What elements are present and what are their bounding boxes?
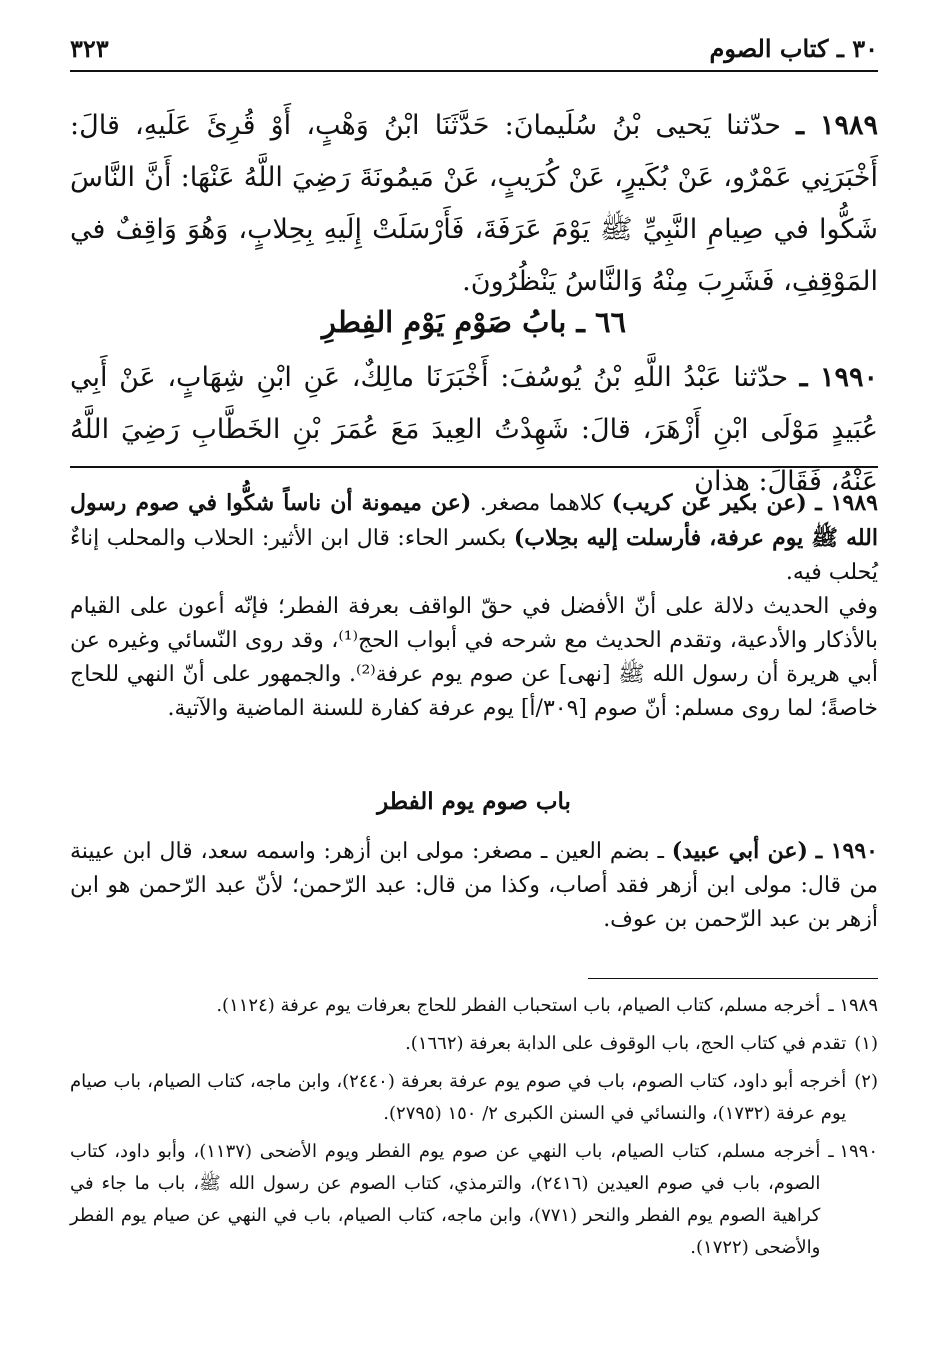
footnote-label: (١) (854, 1033, 878, 1054)
footnote (70, 1028, 878, 1060)
commentary-1990 (70, 834, 878, 937)
footnote-text: أخرجه مسلم، كتاب الصيام، باب النهي عن صوم يوم الفطر ويوم الأضحى (١١٣٧)، وأبو داود، كتاب الصوم، باب في صوم العيدين (٢٤١٦)، والترمذي، كتاب الصوم عن رسول الله ﷺ، باب ما جاء في كراهية الصوم يوم الفطر والنحر (٧٧١)، وابن ماجه، كتاب الصيام، باب في النهي عن صيام يوم الفطر والأضحى (١٧٢٢). (70, 1141, 821, 1258)
footnote-label: ١٩٩٠ ـ (828, 1141, 878, 1162)
page-number: ٣٢٣ (70, 33, 109, 63)
footnote-text: أخرجه أبو داود، كتاب الصوم، باب في صوم يوم عرفة بعرفة (٢٤٤٠)، وابن ماجه، كتاب الصيام، باب صيام يوم عرفة (١٧٣٢)، والنسائي في السنن الكبرى ٢/ ١٥٠ (٢٧٩٥). (70, 1071, 847, 1124)
hadith-1990 (70, 352, 878, 508)
quoted-phrase: (عن بكير عن كريب) (611, 490, 807, 516)
header-chapter-title: ٣٠ ـ كتاب الصوم (709, 33, 878, 63)
hadith-text: حدّثنا يَحيى بْنُ سُلَيمانَ: حَدَّثَنَا ابْنُ وَهْبٍ، أَوْ قُرِئَ عَلَيهِ، قالَ: أَخْبَرَنِي عَمْرٌو، عَنْ بُكَيرٍ، عَنْ كُرَيبٍ، عَنْ مَيمُونَةَ رَضِيَ اللَّهُ عَنْهَا: أَنَّ النَّاسَ شَكُّوا في صِيامِ النَّبِيِّ ﷺ يَوْمَ عَرَفَةَ، فَأَرْسَلَتْ إِلَيهِ بِحِلابٍ، وَهُوَ وَاقِفٌ في المَوْقِفِ، فَشَرِبَ مِنْهُ وَالنَّاسُ يَنْظُرُونَ. (70, 110, 878, 297)
commentary-text: كلاهما مصغر. (479, 491, 612, 516)
hadith-number: ١٩٨٩ ـ (796, 110, 878, 141)
footnote-label: ١٩٨٩ ـ (828, 995, 878, 1016)
footnote (70, 1136, 878, 1264)
footnote (70, 990, 878, 1022)
footnotes (70, 990, 878, 1270)
footnote-divider (588, 978, 878, 979)
quoted-phrase: (عن أبي عبيد) (671, 838, 808, 864)
footnote-label: (٢) (854, 1071, 878, 1092)
footnote (70, 1066, 878, 1130)
commentary-chapter-heading: باب صوم يوم الفطر (377, 788, 571, 815)
commentary-1989 (70, 486, 878, 726)
commentary-text: بكسر الحاء: قال ابن الأثير: الحلاب والمحلب إناءٌ يُحلب فيه. (70, 526, 878, 585)
quoted-phrase: (عن ميمونة أن ناساً شكُّوا في صوم رسول الله ﷺ يوم عرفة، فأرسلت إليه بحِلاب) (70, 490, 878, 551)
footnote-text: أخرجه مسلم، كتاب الصيام، باب استحباب الفطر للحاج بعرفات يوم عرفة (١١٢٤). (216, 995, 821, 1016)
hadith-1989 (70, 100, 878, 308)
book-page (70, 0, 878, 1361)
hadith-text: حدّثنا عَبْدُ اللَّهِ بْنُ يُوسُفَ: أَخْبَرَنَا مالِكٌ، عَنِ ابْنِ شِهَابٍ، عَنْ أَبِي عُبَيدٍ مَوْلَى ابْنِ أَزْهَرَ، قالَ: شَهِدْتُ العِيدَ مَعَ عُمَرَ بْنِ الخَطَّابِ رَضِيَ اللَّهُ عَنْهُ، فَقَالَ: هذانِ (70, 362, 878, 497)
running-header (70, 26, 878, 72)
chapter-heading-66: ٦٦ ـ بابُ صَوْمِ يَوْمِ الفِطرِ (321, 305, 627, 339)
text-commentary-divider (70, 466, 878, 468)
commentary-text: ـ بضم العين ـ مصغر: مولى ابن أزهر: واسمه سعد، قال ابن عيينة من قال: مولى ابن أزهر فقد أصاب، وكذا من قال: عبد الرّحمن؛ لأنّ عبد الرّحمن هو ابن أزهر بن عبد الرّحمن بن عوف. (70, 839, 878, 932)
commentary-paragraph: وفي الحديث دلالة على أنّ الأفضل في حقّ الواقف بعرفة الفطر؛ فإنّه أعون على القيام بالأذكار والأدعية، وتقدم الحديث مع شرحه في أبواب الحج⁽¹⁾، وقد روى النّسائي وغيره عن أبي هريرة أن رسول الله ﷺ [نهى] عن صوم يوم عرفة⁽²⁾. والجمهور على أنّ النهي للحاج خاصةً؛ لما روى مسلم: أنّ صوم [٣٠٩/أ] يوم عرفة كفارة للسنة الماضية والآتية. (70, 594, 879, 721)
commentary-number: ١٩٩٠ ـ (815, 838, 878, 864)
hadith-number: ١٩٩٠ ـ (799, 362, 878, 393)
footnote-text: تقدم في كتاب الحج، باب الوقوف على الدابة بعرفة (١٦٦٢). (405, 1033, 847, 1054)
commentary-number: ١٩٨٩ ـ (815, 490, 878, 516)
